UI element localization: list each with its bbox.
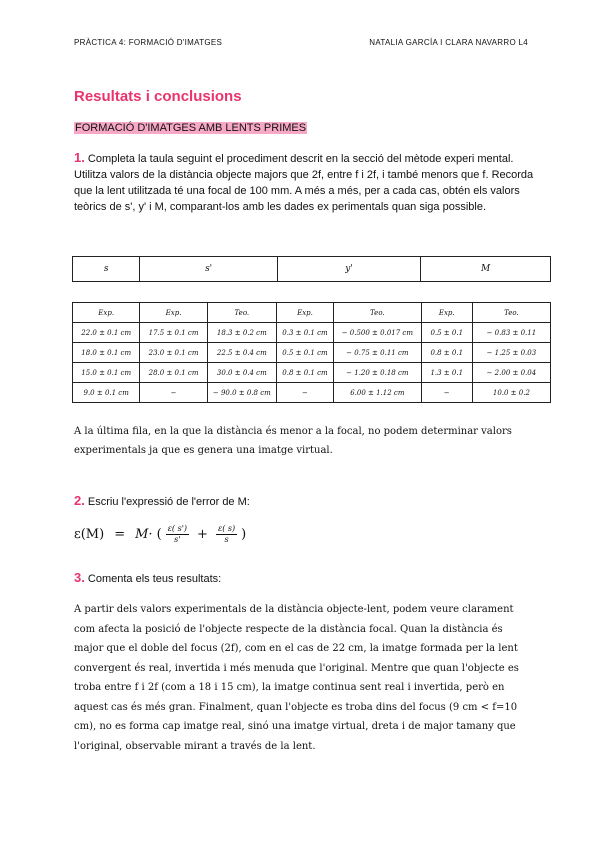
- table-row: [73, 363, 551, 383]
- table-cell: 18.0 ± 0.1 cm: [73, 343, 140, 363]
- formula-close-paren: ): [241, 527, 247, 542]
- table-cell: − 90.0 ± 0.8 cm: [207, 383, 276, 403]
- conclusion-paragraph: A partir dels valors experimentals de la distància objecte-lent, podem veure clarament com afecta la posició de l'objecte respecte de la distància focal. Quan la distància és major que el doble del focus (2f), com en el cas de 22 cm, la imatge formada per la lent convergent és real, invertida i més menuda que l'original. Mentre que quan l'objecte es troba entre f i 2f (com a 18 i 15 cm), la imatge continua sent real i invertida, però en aquest cas és més gran. Finalment, quan l'objecte es troba dins del focus (9 cm < f=10 cm), no es forma cap imatge real, sinó una imatge virtual, dreta i de major tamany que l'original, observable mirant a través de la lent.: [74, 604, 519, 752]
- table-cell: 15.0 ± 0.1 cm: [73, 363, 140, 383]
- header-right: NATALIA GARCÍA I CLARA NAVARRO L4: [369, 38, 528, 47]
- header-cell-s-prime: s': [140, 257, 278, 282]
- fraction-1-numerator: ε( s'): [167, 524, 188, 533]
- fraction-1-denominator: s': [174, 535, 181, 544]
- subheader-cell: Teo.: [334, 303, 422, 323]
- table-cell: 22.0 ± 0.1 cm: [73, 323, 140, 343]
- formula-open-paren: (: [156, 527, 162, 542]
- subheader-cell: Exp.: [421, 303, 472, 323]
- table-cell: 0.8 ± 0.1: [421, 343, 472, 363]
- table-row: [73, 343, 551, 363]
- table-cell: 9.0 ± 0.1 cm: [73, 383, 140, 403]
- question-2-text: Escriu l'expressió de l'error de M:: [87, 496, 250, 508]
- question-1-text: Completa la taula seguint el procediment descrit en la secció del mètode experi mental. Utilitza valors de la distància objecte majors que 2f, entre f i 2f, i també menors que f. Recorda que la lent utilitzada té una focal de 100 mm. A més a més, per a cada cas, obtén els valors teòrics de s', y' i M, comparant-los amb les dades ex perimentals quan siga possible.: [74, 153, 534, 213]
- question-1: [74, 150, 534, 215]
- table-cell: − 1.25 ± 0.03: [472, 343, 550, 363]
- table-row: [73, 323, 551, 343]
- table-cell: 30.0 ± 0.4 cm: [207, 363, 276, 383]
- question-1-number: 1.: [74, 150, 85, 165]
- section-subtitle: FORMACIÓ D'IMATGES AMB LENTS PRIMES: [75, 122, 307, 134]
- question-3: [74, 570, 221, 585]
- table-cell: 0.5 ± 0.1 cm: [276, 343, 333, 363]
- error-formula: [74, 524, 246, 545]
- fraction-2-numerator: ε( s): [217, 524, 236, 533]
- question-2-number: 2.: [74, 493, 85, 508]
- table-cell: −: [421, 383, 472, 403]
- formula-fraction-1: [166, 524, 189, 545]
- table-cell: − 2.00 ± 0.04: [472, 363, 550, 383]
- table-cell: 0.5 ± 0.1: [421, 323, 472, 343]
- formula-equals: =: [114, 527, 126, 542]
- table-cell: − 0.83 ± 0.11: [472, 323, 550, 343]
- table-cell: 0.3 ± 0.1 cm: [276, 323, 333, 343]
- table-cell: 18.3 ± 0.2 cm: [207, 323, 276, 343]
- table-cell: 6.00 ± 1.12 cm: [334, 383, 422, 403]
- table-cell: 23.0 ± 0.1 cm: [140, 343, 207, 363]
- formula-plus: +: [197, 527, 208, 542]
- subheader-cell: Exp.: [140, 303, 207, 323]
- table-cell: − 0.75 ± 0.11 cm: [334, 343, 422, 363]
- results-table: [72, 302, 551, 403]
- table-cell: −: [276, 383, 333, 403]
- header-cell-m: M: [421, 257, 551, 282]
- table-cell: 10.0 ± 0.2: [472, 383, 550, 403]
- table-cell: 22.5 ± 0.4 cm: [207, 343, 276, 363]
- section-title: Resultats i conclusions: [74, 88, 242, 105]
- table-cell: −: [140, 383, 207, 403]
- question-2: [74, 493, 250, 508]
- subheader-cell: Exp.: [276, 303, 333, 323]
- subheader-cell: Teo.: [207, 303, 276, 323]
- header-cell-s: s: [73, 257, 140, 282]
- table-cell: − 1.20 ± 0.18 cm: [334, 363, 422, 383]
- table-cell: 1.3 ± 0.1: [421, 363, 472, 383]
- formula-lhs: ε(M): [74, 527, 105, 542]
- fraction-2-denominator: s: [224, 535, 229, 544]
- table-note: A la última fila, en la que la distància és menor a la focal, no podem determinar valors experimentals ja que es genera una imatge virtual.: [74, 426, 512, 456]
- table-subheader-row: [73, 303, 551, 323]
- table-cell: 17.5 ± 0.1 cm: [140, 323, 207, 343]
- formula-m: M·: [135, 527, 153, 542]
- header-left: PRÀCTICA 4: FORMACIÓ D'IMATGES: [74, 38, 223, 47]
- table-cell: 0.8 ± 0.1 cm: [276, 363, 333, 383]
- table-cell: − 0.500 ± 0.017 cm: [334, 323, 422, 343]
- table-row: [73, 383, 551, 403]
- question-3-text: Comenta els teus resultats:: [87, 573, 222, 585]
- question-3-number: 3.: [74, 570, 85, 585]
- formula-fraction-2: [216, 524, 237, 545]
- subheader-cell: Exp.: [73, 303, 140, 323]
- table-cell: 28.0 ± 0.1 cm: [140, 363, 207, 383]
- header-cell-y-prime: y': [277, 257, 420, 282]
- variables-header-table: [72, 256, 551, 282]
- subheader-cell: Teo.: [472, 303, 550, 323]
